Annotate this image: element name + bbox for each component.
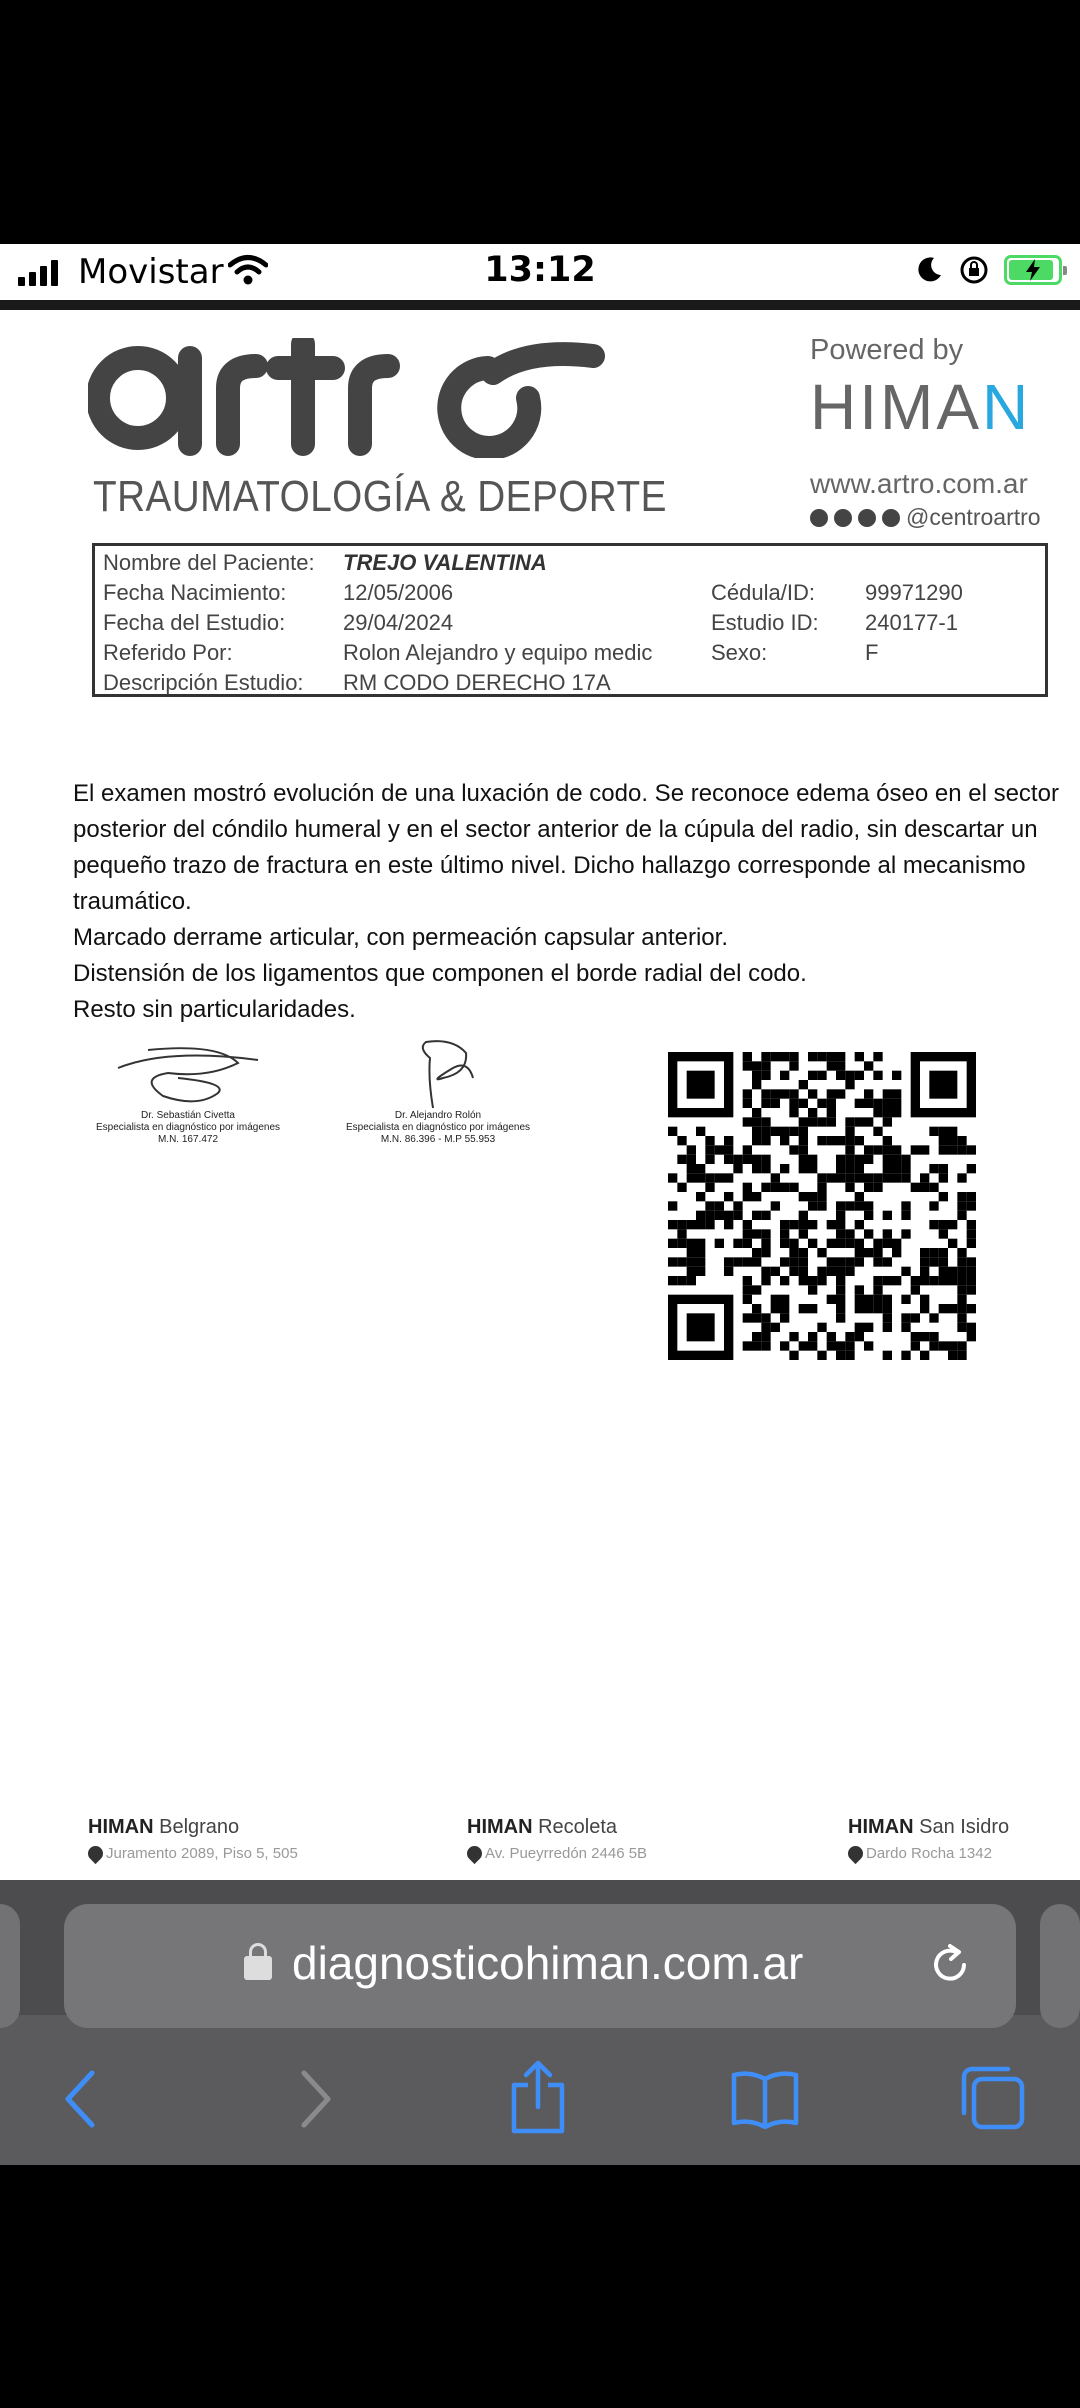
next-tab-preview[interactable] [1040,1904,1080,2028]
study-date-label: Fecha del Estudio: [103,610,286,635]
patient-info-box [92,543,1048,697]
branch-belgrano: HIMAN Belgrano Juramento 2089, Piso 5, 505 [88,1816,298,1862]
bookmarks-button[interactable] [730,2069,800,2129]
signature-scribble [378,1038,498,1110]
page-top-border [0,300,1080,310]
moon-icon [914,255,944,285]
url-text[interactable]: diagnosticohiman.com.ar [292,1937,804,1989]
description-label: Descripción Estudio: [103,670,304,695]
referred-by: Rolon Alejandro y equipo medic [343,640,653,665]
location-pin-icon [85,1843,106,1864]
branch-san-isidro: HIMAN San Isidro Dardo Rocha 1342 [848,1816,1009,1862]
instagram-icon [810,509,828,527]
lock-icon [244,1956,272,1980]
signature-name: Dr. Alejandro Rolón [394,1110,482,1121]
signature-title: Especialista en diagnóstico por imágenes [96,1122,280,1133]
address-bar[interactable] [64,1904,1016,2028]
signature-title: Especialista en diagnóstico por imágenes [346,1122,530,1133]
clock: 13:12 [484,250,596,290]
study-description: RM CODO DERECHO 17A [343,670,611,695]
report-paragraph: Resto sin particularidades. [73,996,356,1023]
birth-date: 12/05/2006 [343,580,454,605]
tabs-button[interactable] [958,2063,1028,2133]
website-text: www.artro.com.ar [810,468,1028,499]
share-button[interactable] [508,2059,568,2135]
browser-chrome [0,1880,1080,2165]
signature-license: M.N. 167.472 [157,1134,219,1145]
carrier-name: Movistar [78,252,224,292]
battery-icon [1004,255,1062,285]
id-label: Cédula/ID: [711,580,815,605]
forward-button[interactable] [292,2069,336,2129]
signature-scribble [108,1038,268,1110]
social-links [810,504,1041,531]
signature-license: M.N. 86.396 - M.P 55.953 [380,1134,496,1145]
location-pin-icon [464,1843,485,1864]
signature-name: Dr. Sebastián Civetta [141,1110,235,1121]
patient-name: TREJO VALENTINA [343,550,547,575]
bottom-black-area [0,2165,1080,2408]
report-text [73,776,1063,1028]
report-paragraph: Marcado derrame articular, con permeación capsular anterior. [73,924,728,951]
sex-value: F [865,640,879,665]
top-black-area [0,0,1080,244]
study-id-label: Estudio ID: [711,610,819,635]
powered-by-label: Powered by [810,334,964,366]
referred-label: Referido Por: [103,640,233,665]
branch-recoleta: HIMAN Recoleta Av. Pueyrredón 2446 5B [467,1816,647,1862]
signature-civetta [68,1038,308,1146]
patient-name-label: Nombre del Paciente: [103,550,315,575]
study-date: 29/04/2024 [343,610,454,635]
status-bar [0,244,1080,300]
study-id: 240177-1 [865,610,958,635]
reload-icon[interactable] [926,1940,976,1990]
artro-logo [88,338,608,458]
report-page [0,300,1080,1880]
location-pin-icon [845,1843,866,1864]
back-button[interactable] [60,2069,104,2129]
himan-logo: HIMAN [810,371,1032,443]
facebook-icon [834,509,852,527]
rotation-lock-icon [958,254,990,286]
signature-rolon [318,1038,558,1146]
social-handle: @centroartro [906,504,1041,530]
report-paragraph: El examen mostró evolución de una luxación de codo. Se reconoce edema óseo en el sector posterior del cóndilo humeral y en el sector anterior de la cúpula del radio, sin descartar un pequeño trazo de fractura en este último nivel. Dicho hallazgo corresponde al mecanismo traumático. [73,780,1059,915]
birth-date-label: Fecha Nacimiento: [103,580,287,605]
report-paragraph: Distensión de los ligamentos que componen el borde radial del codo. [73,960,807,987]
logo-subtitle: TRAUMATOLOGÍA & DEPORTE [93,472,667,521]
previous-tab-preview[interactable] [0,1904,20,2028]
sex-label: Sexo: [711,640,768,665]
linkedin-icon [882,509,900,527]
id-value: 99971290 [865,580,963,605]
youtube-icon [858,509,876,527]
browser-toolbar [0,2035,1080,2165]
qr-code[interactable] [668,1052,976,1360]
